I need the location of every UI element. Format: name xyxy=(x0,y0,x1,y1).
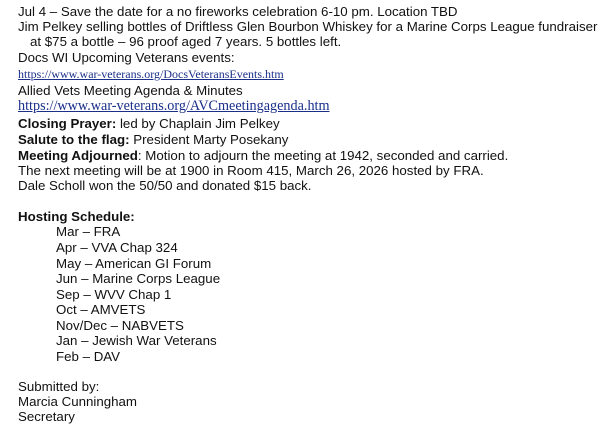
flag-salute xyxy=(18,132,288,147)
hosting-item: Sep – WVV Chap 1 xyxy=(56,287,172,302)
fifty-fifty-note: Dale Scholl won the 50/50 and donated $15 back. xyxy=(18,178,312,193)
next-meeting: The next meeting will be at 1900 in Room 415, March 26, 2026 hosted by FRA. xyxy=(18,163,484,178)
hosting-item: Jan – Jewish War Veterans xyxy=(56,333,217,348)
whiskey-note-line2: at $75 a bottle – 96 proof aged 7 years. 5 bottles left. xyxy=(30,34,342,49)
hosting-item: Nov/Dec – NABVETS xyxy=(56,318,184,333)
submitted-by-label: Submitted by: xyxy=(18,379,100,394)
agenda-label: Allied Vets Meeting Agenda & Minutes xyxy=(18,83,243,98)
submitter-name: Marcia Cunningham xyxy=(18,394,137,409)
flag-salute-label: Salute to the flag: xyxy=(18,132,130,147)
hosting-item: Oct – AMVETS xyxy=(56,302,146,317)
submitter-title: Secretary xyxy=(18,409,75,424)
hosting-schedule-title: Hosting Schedule: xyxy=(18,209,135,224)
docs-events-label: Docs WI Upcoming Veterans events: xyxy=(18,50,235,65)
meeting-adjourned-label: Meeting Adjourned xyxy=(18,148,138,163)
closing-prayer-text: led by Chaplain Jim Pelkey xyxy=(116,116,280,131)
hosting-item: Mar – FRA xyxy=(56,224,121,239)
hosting-item: Apr – VVA Chap 324 xyxy=(56,240,178,255)
jul4-note: Jul 4 – Save the date for a no fireworks celebration 6-10 pm. Location TBD xyxy=(18,4,458,19)
agenda-link[interactable]: https://www.war-veterans.org/AVCmeetingagenda.htm xyxy=(18,98,330,114)
whiskey-note-line1: Jim Pelkey selling bottles of Driftless Glen Bourbon Whiskey for a Marine Corps League fundraiser xyxy=(18,19,598,34)
closing-prayer xyxy=(18,116,280,131)
meeting-adjourned xyxy=(18,148,508,163)
meeting-adjourned-text: : Motion to adjourn the meeting at 1942, seconded and carried. xyxy=(137,148,509,163)
flag-salute-text: President Marty Posekany xyxy=(129,132,289,147)
hosting-item: Feb – DAV xyxy=(56,349,121,364)
hosting-item: May – American GI Forum xyxy=(56,256,212,271)
hosting-item: Jun – Marine Corps League xyxy=(56,271,221,286)
docs-events-link[interactable]: https://www.war-veterans.org/DocsVeteransEvents.htm xyxy=(18,67,284,81)
closing-prayer-label: Closing Prayer: xyxy=(18,116,117,131)
